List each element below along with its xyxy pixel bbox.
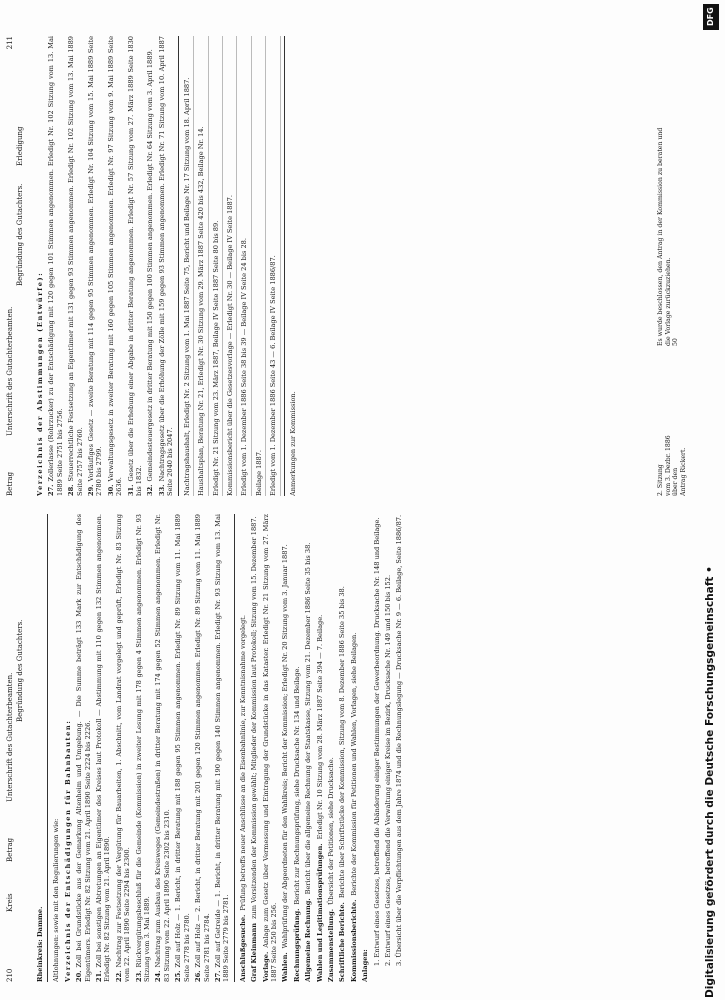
entry-number: 28. (67, 484, 76, 496)
entry-item (154, 514, 171, 982)
entry-item (158, 36, 175, 496)
record-line: Beilage 1887. (255, 36, 266, 496)
entry-number: 24. (154, 970, 163, 982)
entry-item (250, 514, 258, 982)
entry-text: Zoll auf Holz — 1. Bericht, in dritter Beratung mit 188 gegen 95 Stimmen angenommen. Erledigt Nr. 89 Sitzung vom 11. Mai 1889 Seite 2778 bis 2780. (174, 514, 191, 982)
left-column (6, 514, 717, 982)
entry-label: Zusammenstellung. (326, 909, 335, 982)
entry-number: 33. (157, 484, 166, 496)
entry-text: Nachtrag zum Ausbau des Kreisweges (Gemeindestraßen) in dritter Beratung mit 174 gegen 52 Stimmen angenommen. Erledigt Nr. 83 Sitzung vom 22. April 1890 Seite 2302 bis 2310. (154, 514, 171, 982)
entry-text: Vorläufiges Gesetz — zweite Beratung mit 114 gegen 95 Stimmen angenommen. Erledigt Nr. 104 Sitzung vom 15. Mai 1889 Seite 2780 bis 2799. (87, 36, 104, 496)
entry-number: 23. (134, 970, 143, 982)
entry-number: 25. (174, 970, 183, 982)
entry-label: Wahlen. (281, 952, 290, 982)
entry-item (293, 514, 301, 982)
entry-label: Wahlen und Legitimationsprüfungen. (315, 843, 324, 982)
right-column (6, 36, 717, 496)
entry-item (135, 514, 152, 982)
record-line: Erledigt Nr. 21 Sitzung vom 23. März 1887, Beilage IV Seite 1887 Seite 80 bis 89. (212, 36, 223, 496)
page-number-left: 210 (6, 968, 14, 982)
entry-text: Zoll auf Getreide — 1. Bericht, in dritter Beratung mit 190 gegen 140 Stimmen angenommen. Erledigt Nr. 93 Sitzung vom 13. Mai 1889 Seite 2779 bis 2781. (213, 514, 231, 982)
notes-label: Anlagen: (361, 949, 370, 982)
signature-1: 2. Sitzung vom 3. Dezbr. 1886 über den Antrag Rickert. (657, 435, 687, 496)
entry-number: 20. (75, 970, 84, 982)
divider (284, 36, 285, 496)
section-title: Verzeichnis der Entschädigungen für Bahnbauten: (63, 719, 72, 982)
header-unterschrift: Unterschrift des Gutachterbeamten. (6, 672, 14, 802)
entry-text: Rückvergütungsbeschluß für die Gemeinde (Kommission) in zweiter Lesung mit 178 gegen 4 Stimmen angenommen. Erledigt Nr. 93 Sitzung vom 3. Mai 1889. (134, 514, 152, 982)
entry-number: 30. (106, 484, 115, 496)
entry-item (350, 514, 358, 982)
dfg-logo: DFG (703, 4, 719, 30)
header-kreis: Kreis (6, 893, 14, 912)
entry-item (75, 514, 92, 982)
entry-number: 27. (47, 484, 56, 496)
entry-item (239, 514, 247, 982)
left-heading: Rheinkreis: Damme. (36, 906, 44, 982)
right-entry-list (47, 36, 174, 496)
entry-number: 32. (146, 484, 155, 496)
footer-note: Anmerkungen zur Kommission. (288, 391, 297, 496)
entry-text: Nachtrag zur Festsetzung der Vergütung für Bauarbeiten, 1. Abschnitt, vom Landrat vorgelegt und geprüft, Erledigt Nr. 83 Sitzung vom 22. April 1890 Seite 2294 bis 2300. (114, 514, 132, 982)
entry-label: Schriftliche Berichte. (338, 902, 347, 982)
right-header (6, 36, 30, 496)
entry-text: Gesetz über die Erhebung einer Abgabe in dritter Beratung angenommen. Erledigt Nr. 57 Sitzung vom 27. März 1889 Seite 1830 bis 1832. (126, 36, 144, 496)
entry-text: Zoll auf Holz — 2. Bericht, in dritter Beratung mit 201 gegen 120 Stimmen angenommen. Erledigt Nr. 89 Sitzung vom 11. Mai 1889 Seite 2781 bis 2784. (194, 514, 211, 982)
entry-item (281, 514, 289, 982)
entry-text: Verwaltungsgesetz in zweiter Beratung mit 160 gegen 105 Stimmen angenommen. Erledigt Nr. 97 Sitzung vom 9. Mai 1889 Seite 2636. (106, 36, 124, 496)
note-item: 1. Entwurf eines Gesetzes, betreffend die Abänderung einiger Bestimmungen der Gewerbeordnung. Drucksache Nr. 148 und Beilage. (372, 517, 381, 966)
signature-2: Es wurde beschlossen, den Antrag in der Kommission zu beraten und die Vorlage zurückzuziehen. 50 (657, 127, 680, 346)
entry-item (304, 514, 312, 982)
entry-label: Rechnungsprüfung. (292, 908, 301, 982)
entry-number: 27. (213, 970, 222, 982)
entry-item (95, 514, 112, 982)
entry-item (327, 514, 335, 982)
record-line: Nachtragshaushalt, Erledigt Nr. 2 Sitzung vom 1. Mai 1887 Seite 75, Bericht und Beilage Nr. 17 Sitzung vom 18. April 1887. (183, 36, 194, 496)
header-unterschrift: Unterschrift des Gutachterbeamten. (6, 306, 14, 436)
record-line: Kommissionsbericht über die Gesetzesvorlage — Erledigt Nr. 30 — Beilage IV Seite 1887. (226, 36, 237, 496)
entry-text: Bericht über die allgemeine Rechnung der Staatskasse, Sitzung vom 21. Dezember 1886 Seite 35 bis 38. (304, 542, 313, 895)
entry-number: 31. (126, 484, 135, 496)
entry-label: Vorlage. (261, 951, 270, 982)
entry-item (107, 36, 124, 496)
entry-label: Anschlußgesuche. (238, 914, 247, 982)
entry-text: Zoll bei Grundstücke aus der Gemarkung Altenheim und Umgebung. — Die Summe beträgt 133 Mark zur Entschädigung des Eigentümers. Erledigt Nr. 82 Sitzung vom 21. April 1890 Seite 2224 bis 2226. (75, 514, 92, 982)
entry-text: Nachtragsgesetz über die Erhöhung der Zölle mit 159 gegen 93 Stimmen angenommen. Erledigt Nr. 71 Sitzung vom 10. April 1887 Seite 2040 bis 2047. (157, 36, 175, 496)
entry-text: Berichte der Kommission für Petitionen und Wahlen, Vorlagen, siehe Beilagen. (349, 632, 358, 896)
left-notes-list (373, 514, 404, 982)
page-number-right: 211 (6, 36, 14, 50)
entry-item (47, 36, 64, 496)
entry-item (174, 514, 191, 982)
entry-item (146, 36, 154, 496)
entry-item (316, 514, 324, 982)
entry-item (194, 514, 211, 982)
entry-item (87, 36, 104, 496)
header-begruendung: Begründung des Gutachters. (16, 183, 24, 286)
entry-text: Bericht zur Rechnungsprüfung, siehe Drucksache Nr. 134 und Beilage. (292, 666, 301, 905)
entry-number: 22. (114, 970, 123, 982)
header-betrag: Betrag (6, 471, 14, 496)
left-header (6, 514, 30, 982)
right-line-list (183, 36, 281, 496)
left-paragraph-list (239, 514, 358, 982)
entry-item (338, 514, 346, 982)
entry-text: zum Vorsitzenden der Kommission gewählt; Mitglieder der Kommission laut Protokoll; Sitzung vom 15. Dezember 1887. (250, 516, 259, 919)
entry-text: Wahlprüfung der Abgeordneten für den Wahlkreis; Bericht der Kommission; Erledigt Nr. 20 Sitzung vom 3. Januar 1887. (281, 544, 290, 949)
entry-text: Prüfung betreffs neuer Anschlüsse an die Eisenbahnlinie, zur Kenntnisnahme vorgelegt. (238, 615, 247, 911)
entry-text: Steuerrechtliche Festsetzung an Eigentümer mit 131 gegen 93 Stimmen angenommen. Erledigt Nr. 102 Sitzung vom 13. Mai 1889 Seite 2757 bis 2760. (67, 36, 84, 496)
left-entry-list (75, 514, 231, 982)
entry-number: 21. (95, 970, 104, 982)
entry-item (214, 514, 231, 982)
intro-text: Altlohnungen: sowie mit den Regulierungen wie: (52, 818, 61, 982)
entry-text: Erledigt Nr. 10 Sitzung vom 28. März 1887 Seite 394 — 7. Beilage. (315, 614, 324, 840)
divider (178, 36, 179, 496)
header-begruendung: Begründung des Gutachters. (16, 619, 24, 722)
divider (47, 514, 48, 982)
entry-text: Gemeindesteuergesetz in dritter Beratung mit 150 gegen 100 Stimmen angenommen. Erledigt Nr. 64 Sitzung vom 3. April 1889. (146, 49, 155, 482)
entry-item (262, 514, 279, 982)
entry-text: Zollerlasse (Rohrzucker) zu der Entschädigung mit 120 gegen 101 Stimmen angenommen. Erledigt Nr. 102 Sitzung vom 13. Mai 1889 Seite 2751 bis 2756. (47, 36, 64, 496)
entry-number: 29. (87, 484, 96, 496)
entry-item (115, 514, 132, 982)
dfg-credit: Digitalisierung gefördert durch die Deutsche Forschungsgemeinschaft • (704, 566, 716, 998)
header-betrag: Betrag (6, 837, 14, 862)
note-item: 3. Übersicht über die Verpflichtungen aus dem Jahre 1874 und die Rechnungslegung — Drucksache Nr. 9 — 6. Beilage, Seite 1886/87. (395, 514, 404, 966)
entry-text: Zoll bei sonstigen Abtretungen an Eigentümer des Kreises laut Protokoll — Abstimmung mit 110 gegen 132 Stimmen angenommen. Erledigt Nr. 82 Sitzung vom 21. April 1890. (95, 514, 112, 982)
record-line: Erledigt vom 1. Dezember 1886 Seite 38 bis 39 — Beilage IV Seite 24 bis 28. (240, 36, 251, 496)
entry-label: Graf Kleinmann (250, 922, 259, 982)
entry-text: Anlage zum Gesetz über Vermessung und Eintragung der Grundstücke in das Kataster. Erledigt Nr. 21 Sitzung vom 27. März 1887 Seite 250 bis 256. (261, 514, 278, 982)
entry-label: Allgemeine Rechnung. (304, 898, 313, 982)
entry-number: 26. (194, 970, 203, 982)
section-title: Verzeichnis der Abstimmungen (Entwürfe): (36, 271, 44, 496)
header-erledigung: Erledigung (16, 126, 24, 166)
record-line: Haushaltsplan, Beratung Nr. 21, Erledigt Nr. 30 Sitzung vom 29. März 1887 Seite 420 bis 432, Beilage Nr. 14. (197, 36, 208, 496)
entry-text: Berichte über Schriftstücke der Kommission, Sitzung vom 8. Dezember 1886 Seite 35 bis 38. (338, 586, 347, 899)
record-line: Erledigt vom 1. Dezember 1886 Seite 43 — 6. Beilage IV Seite 1886/87. (269, 36, 280, 496)
entry-item (127, 36, 144, 496)
entry-text: Übersicht der Petitionen, siehe Drucksache. (326, 757, 335, 905)
entry-item (67, 36, 84, 496)
note-item: 2. Entwurf eines Gesetzes, betreffend die Verwaltung einiger Kreise im Bezirk, Drucksache Nr. 149 und 150 bis 152. (384, 574, 392, 966)
divider (234, 514, 235, 982)
entry-label: Kommissionsberichte. (349, 899, 358, 982)
